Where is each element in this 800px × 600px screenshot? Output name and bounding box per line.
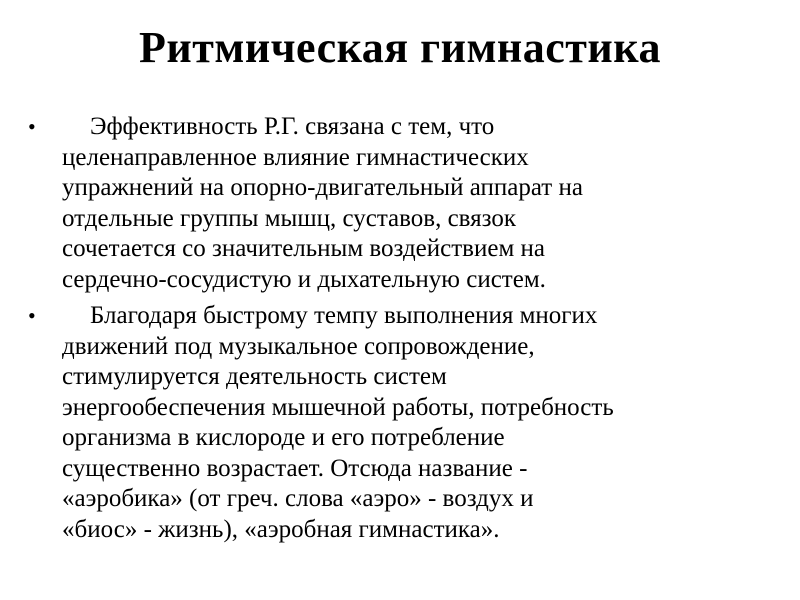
bullet-dot-icon: • <box>28 114 36 139</box>
bullet-1-line-2: целенаправленное влияние гимнастических <box>62 143 529 171</box>
bullet-item-aerobics <box>28 301 758 545</box>
bullet-1-line-1: Эффективность Р.Г. связана с тем, что <box>90 113 495 140</box>
bullet-2-line-2: движений под музыкальное сопровождение, <box>62 332 535 360</box>
bullet-1-line-3: упражнений на опорно-двигательный аппарат на <box>62 174 583 201</box>
bullet-2-line-1: Благодаря быстрому темпу выполнения многих <box>90 302 598 329</box>
bullet-2-line-3: стимулируется деятельность систем <box>62 363 447 390</box>
bullet-2-line-5: организма в кислороде и его потребление <box>62 424 505 451</box>
bullet-list <box>28 112 758 545</box>
bullet-item-efficiency <box>28 112 758 295</box>
bullet-2-line-6: существенно возрастает. Отсюда название - <box>62 454 528 482</box>
bullet-1-line-6: сердечно-сосудистую и дыхательную систем. <box>62 265 546 293</box>
bullet-1-line-5: сочетается со значительным воздействием на <box>62 235 546 262</box>
bullet-2-line-4: энергообеспечения мышечной работы, потребность <box>62 393 614 421</box>
bullet-1-line-4: отдельные группы мышц, суставов, связок <box>62 204 517 232</box>
bullet-dot-icon: • <box>28 303 36 328</box>
bullet-2-line-8: «биос» - жизнь), «аэробная гимнастика». <box>62 515 500 543</box>
bullet-2-line-7: «аэробика» (от греч. слова «аэро» - воздух и <box>62 485 534 512</box>
slide-title: Ритмическая гимнастика <box>139 23 661 72</box>
